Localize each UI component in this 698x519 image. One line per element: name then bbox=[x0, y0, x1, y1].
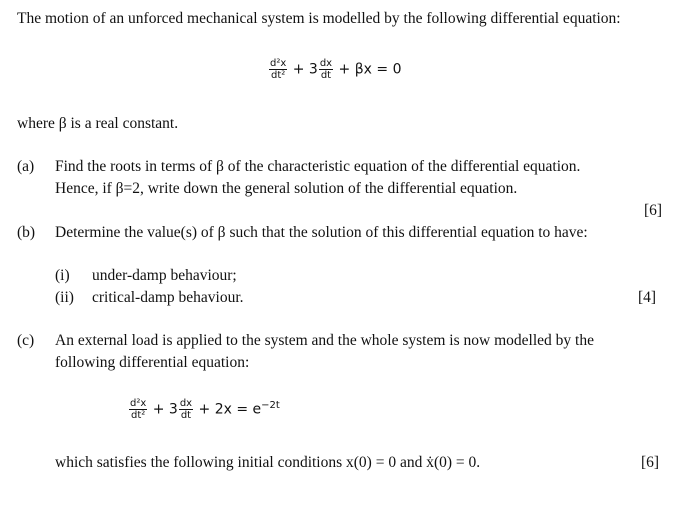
part-b-label: (b) bbox=[17, 224, 36, 241]
part-c-marks: [6] bbox=[641, 454, 660, 471]
first-derivative-fraction: $\frac{dx}{dt}$ bbox=[179, 398, 193, 421]
part-a-marks: [6] bbox=[644, 202, 663, 219]
part-b-ii-label: (ii) bbox=[55, 289, 74, 306]
part-a-line-2: Hence, if β=2, write down the general solution of the differential equation. bbox=[55, 180, 518, 197]
equation-1-tail: + βx = 0 bbox=[338, 61, 402, 78]
intro-text: The motion of an unforced mechanical system is modelled by the following differential equation: bbox=[17, 10, 621, 27]
part-b-i-label: (i) bbox=[55, 267, 70, 284]
part-b-ii-text: critical-damp behaviour. bbox=[92, 289, 244, 306]
part-b-line-1: Determine the value(s) of β such that the solution of this differential equation to have: bbox=[55, 224, 588, 241]
where-text: where β is a real constant. bbox=[17, 115, 179, 132]
exponent: −2t bbox=[261, 399, 280, 411]
equation-2-tail: + 2x = e bbox=[198, 401, 262, 418]
equation-1 bbox=[268, 58, 402, 81]
part-a-line-1: Find the roots in terms of β of the characteristic equation of the differential equation. bbox=[55, 158, 581, 175]
part-c-line-2: following differential equation: bbox=[55, 354, 250, 371]
part-c-line-3: which satisfies the following initial conditions x(0) = 0 and ẋ(0) = 0. bbox=[55, 454, 481, 471]
equation-2 bbox=[128, 398, 280, 421]
part-c-line-1: An external load is applied to the system and the whole system is now modelled by the bbox=[55, 332, 594, 349]
part-b-i-text: under-damp behaviour; bbox=[92, 267, 237, 284]
part-b-marks: [4] bbox=[638, 289, 657, 306]
first-derivative-fraction: $\frac{dx}{dt}$ bbox=[319, 58, 333, 81]
part-a-label: (a) bbox=[17, 158, 35, 175]
equation-2-plus-term: + 3 bbox=[152, 401, 178, 418]
equation-1-plus-term: + 3 bbox=[292, 61, 318, 78]
second-derivative-fraction: $\frac{\text{d²x}}{\text{dt²}}$ bbox=[270, 58, 287, 81]
second-derivative-fraction: $\frac{\text{d²x}}{\text{dt²}}$ bbox=[130, 398, 147, 421]
part-c-label: (c) bbox=[17, 332, 35, 349]
